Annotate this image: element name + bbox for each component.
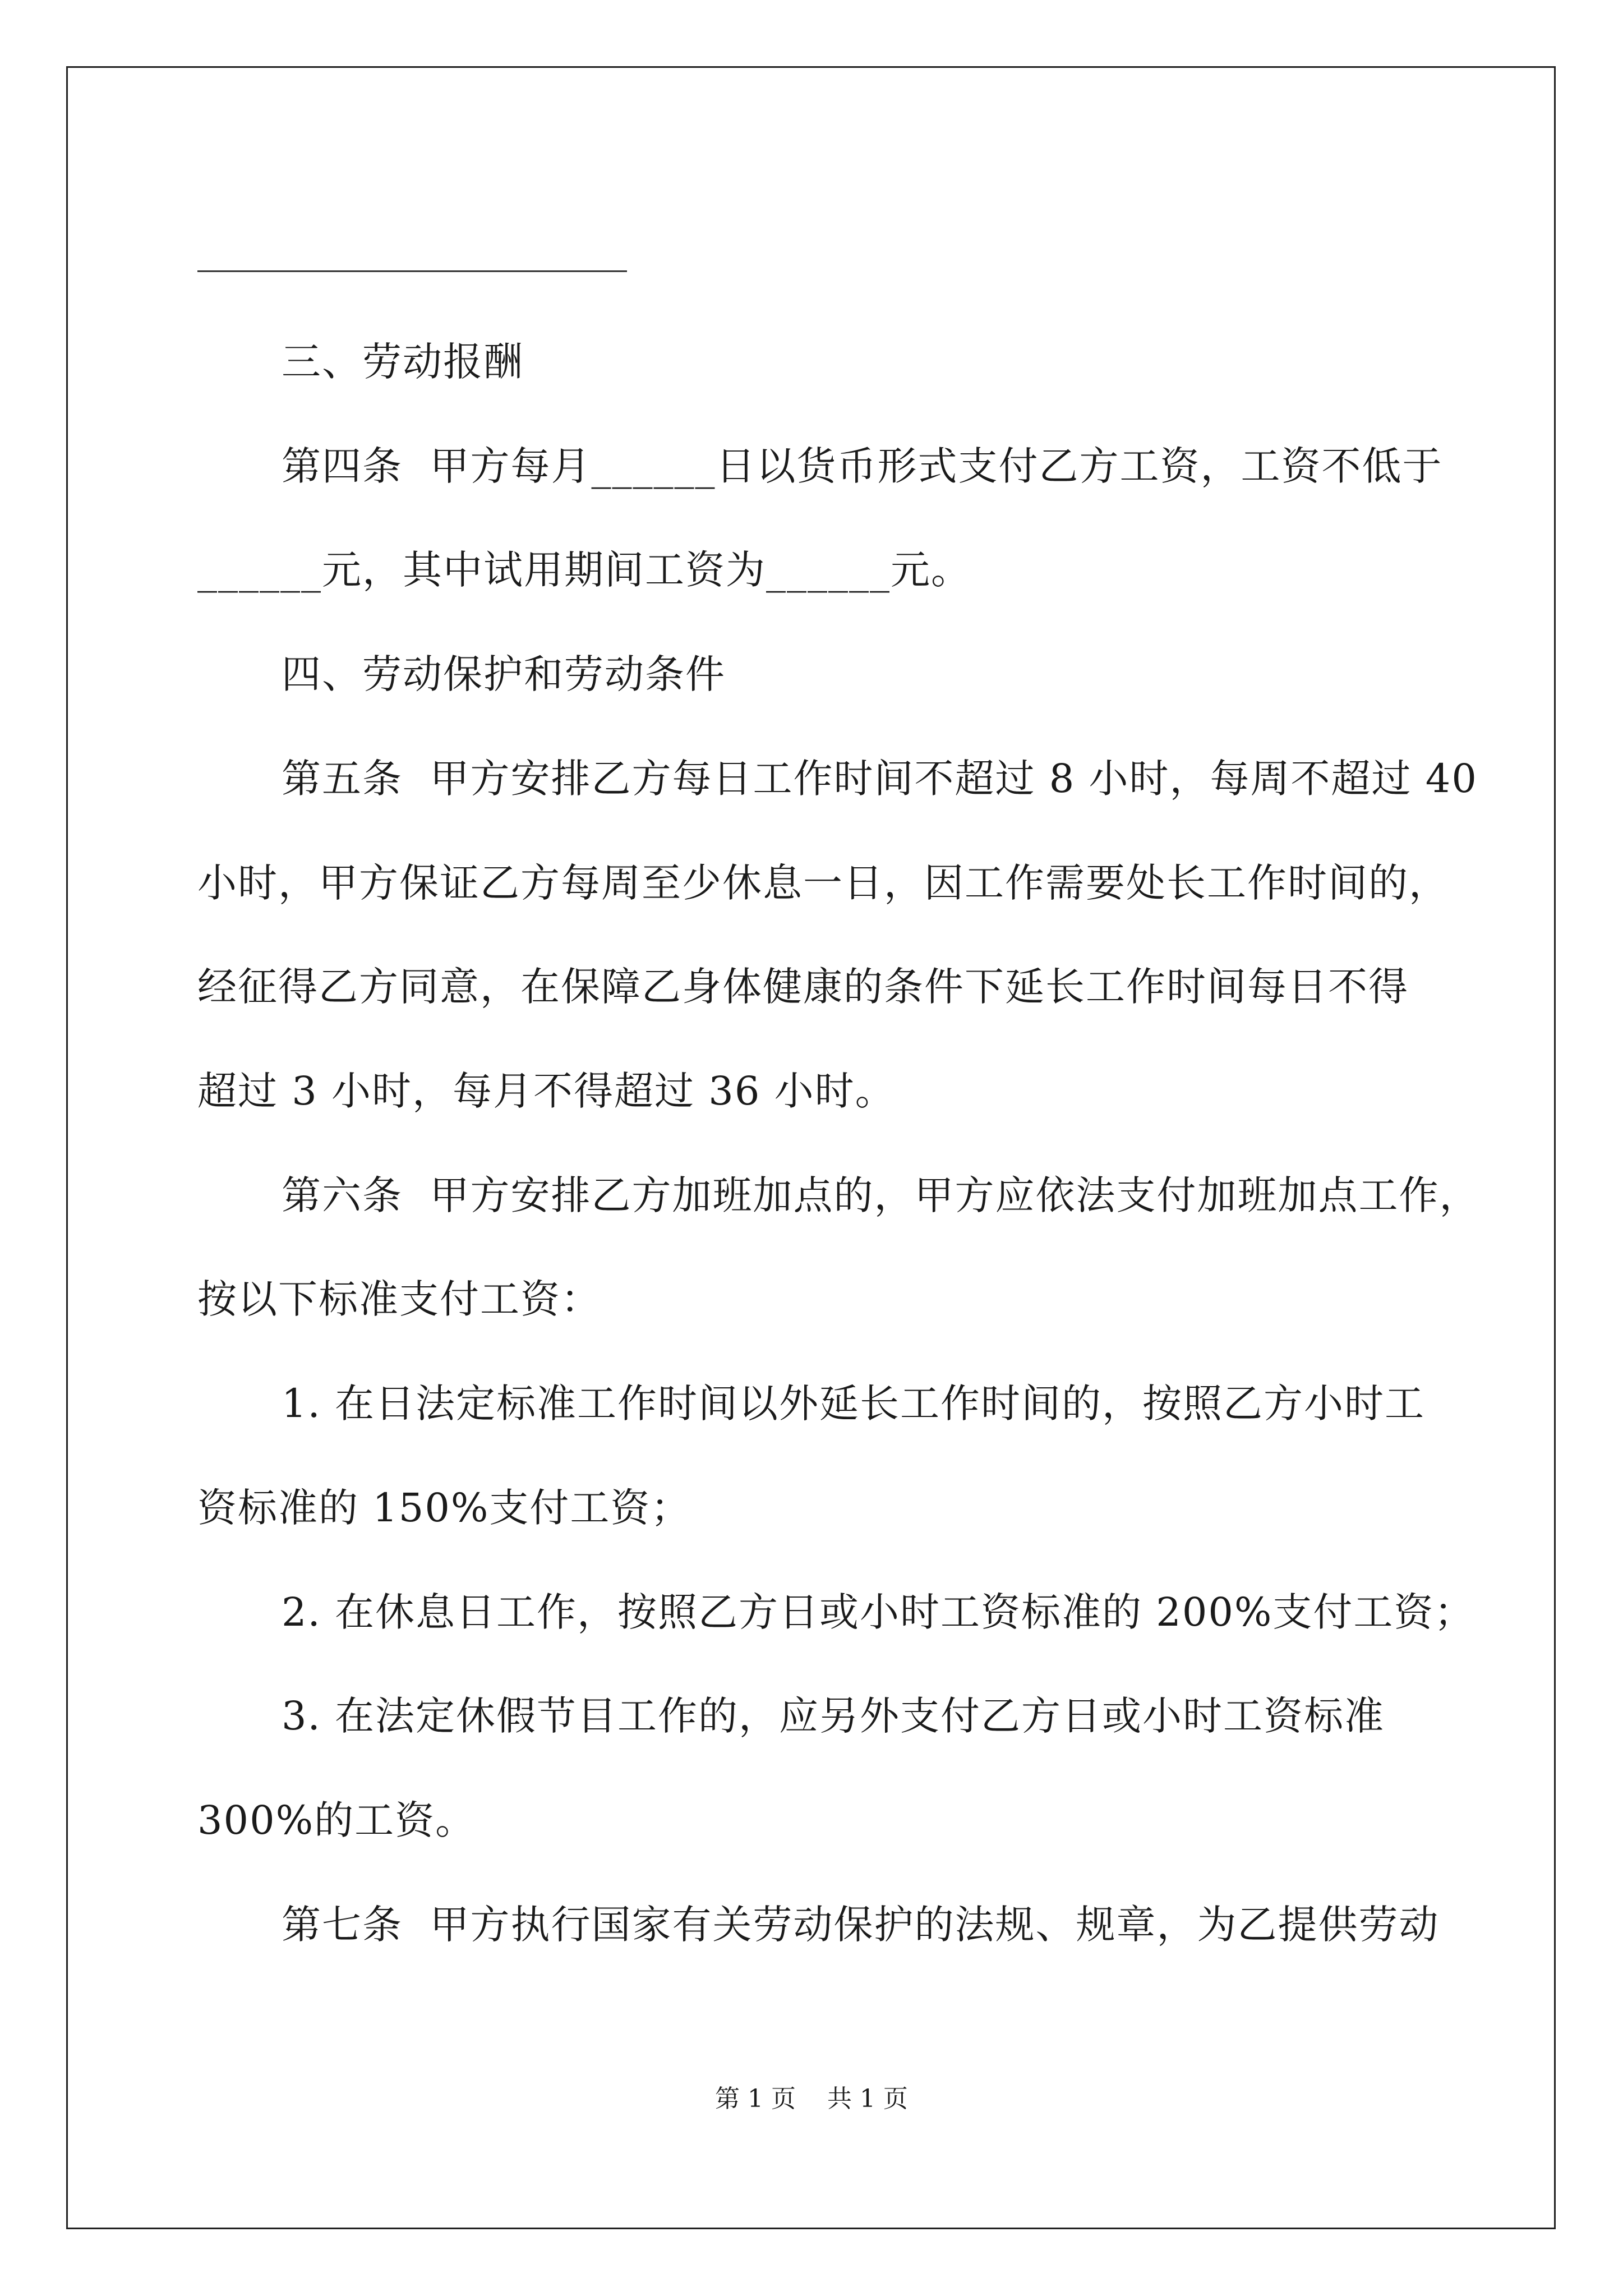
section-heading-remuneration: 三、劳动报酬 (282, 339, 524, 385)
blank-underline (197, 270, 627, 272)
paragraph-line: 超过 3 小时，每月不得超过 36 小时。 (197, 1068, 896, 1114)
list-item-line: 300%的工资。 (197, 1797, 476, 1843)
page-number: 第 1 页 共 1 页 (715, 2085, 908, 2113)
list-item-line: 3. 在法定休假节目工作的，应另外支付乙方日或小时工资标准 (282, 1693, 1385, 1739)
paragraph-line: 第七条 甲方执行国家有关劳动保护的法规、规章，为乙提供劳动 (282, 1902, 1440, 1948)
paragraph-line: 第六条 甲方安排乙方加班加点的，甲方应依法支付加班加点工作， (282, 1172, 1480, 1218)
paragraph-line: 第四条 甲方每月______日以货币形式支付乙方工资，工资不低于 (282, 443, 1443, 489)
paragraph-line: 按以下标准支付工资： (197, 1276, 601, 1322)
list-item-line: 1. 在日法定标准工作时间以外延长工作时间的，按照乙方小时工 (282, 1381, 1426, 1427)
paragraph-line: 第五条 甲方安排乙方每日工作时间不超过 8 小时，每周不超过 40 (282, 756, 1478, 802)
section-heading-protection: 四、劳动保护和劳动条件 (282, 651, 726, 697)
paragraph-line: 小时，甲方保证乙方每周至少休息一日，因工作需要处长工作时间的， (197, 860, 1449, 906)
list-item-line: 2. 在休息日工作，按照乙方日或小时工资标准的 200%支付工资； (282, 1589, 1475, 1635)
paragraph-line: ______元，其中试用期间工资为______元。 (197, 547, 971, 593)
paragraph-line: 经征得乙方同意，在保障乙身体健康的条件下延长工作时间每日不得 (197, 964, 1409, 1010)
list-item-line: 资标准的 150%支付工资； (197, 1485, 691, 1531)
